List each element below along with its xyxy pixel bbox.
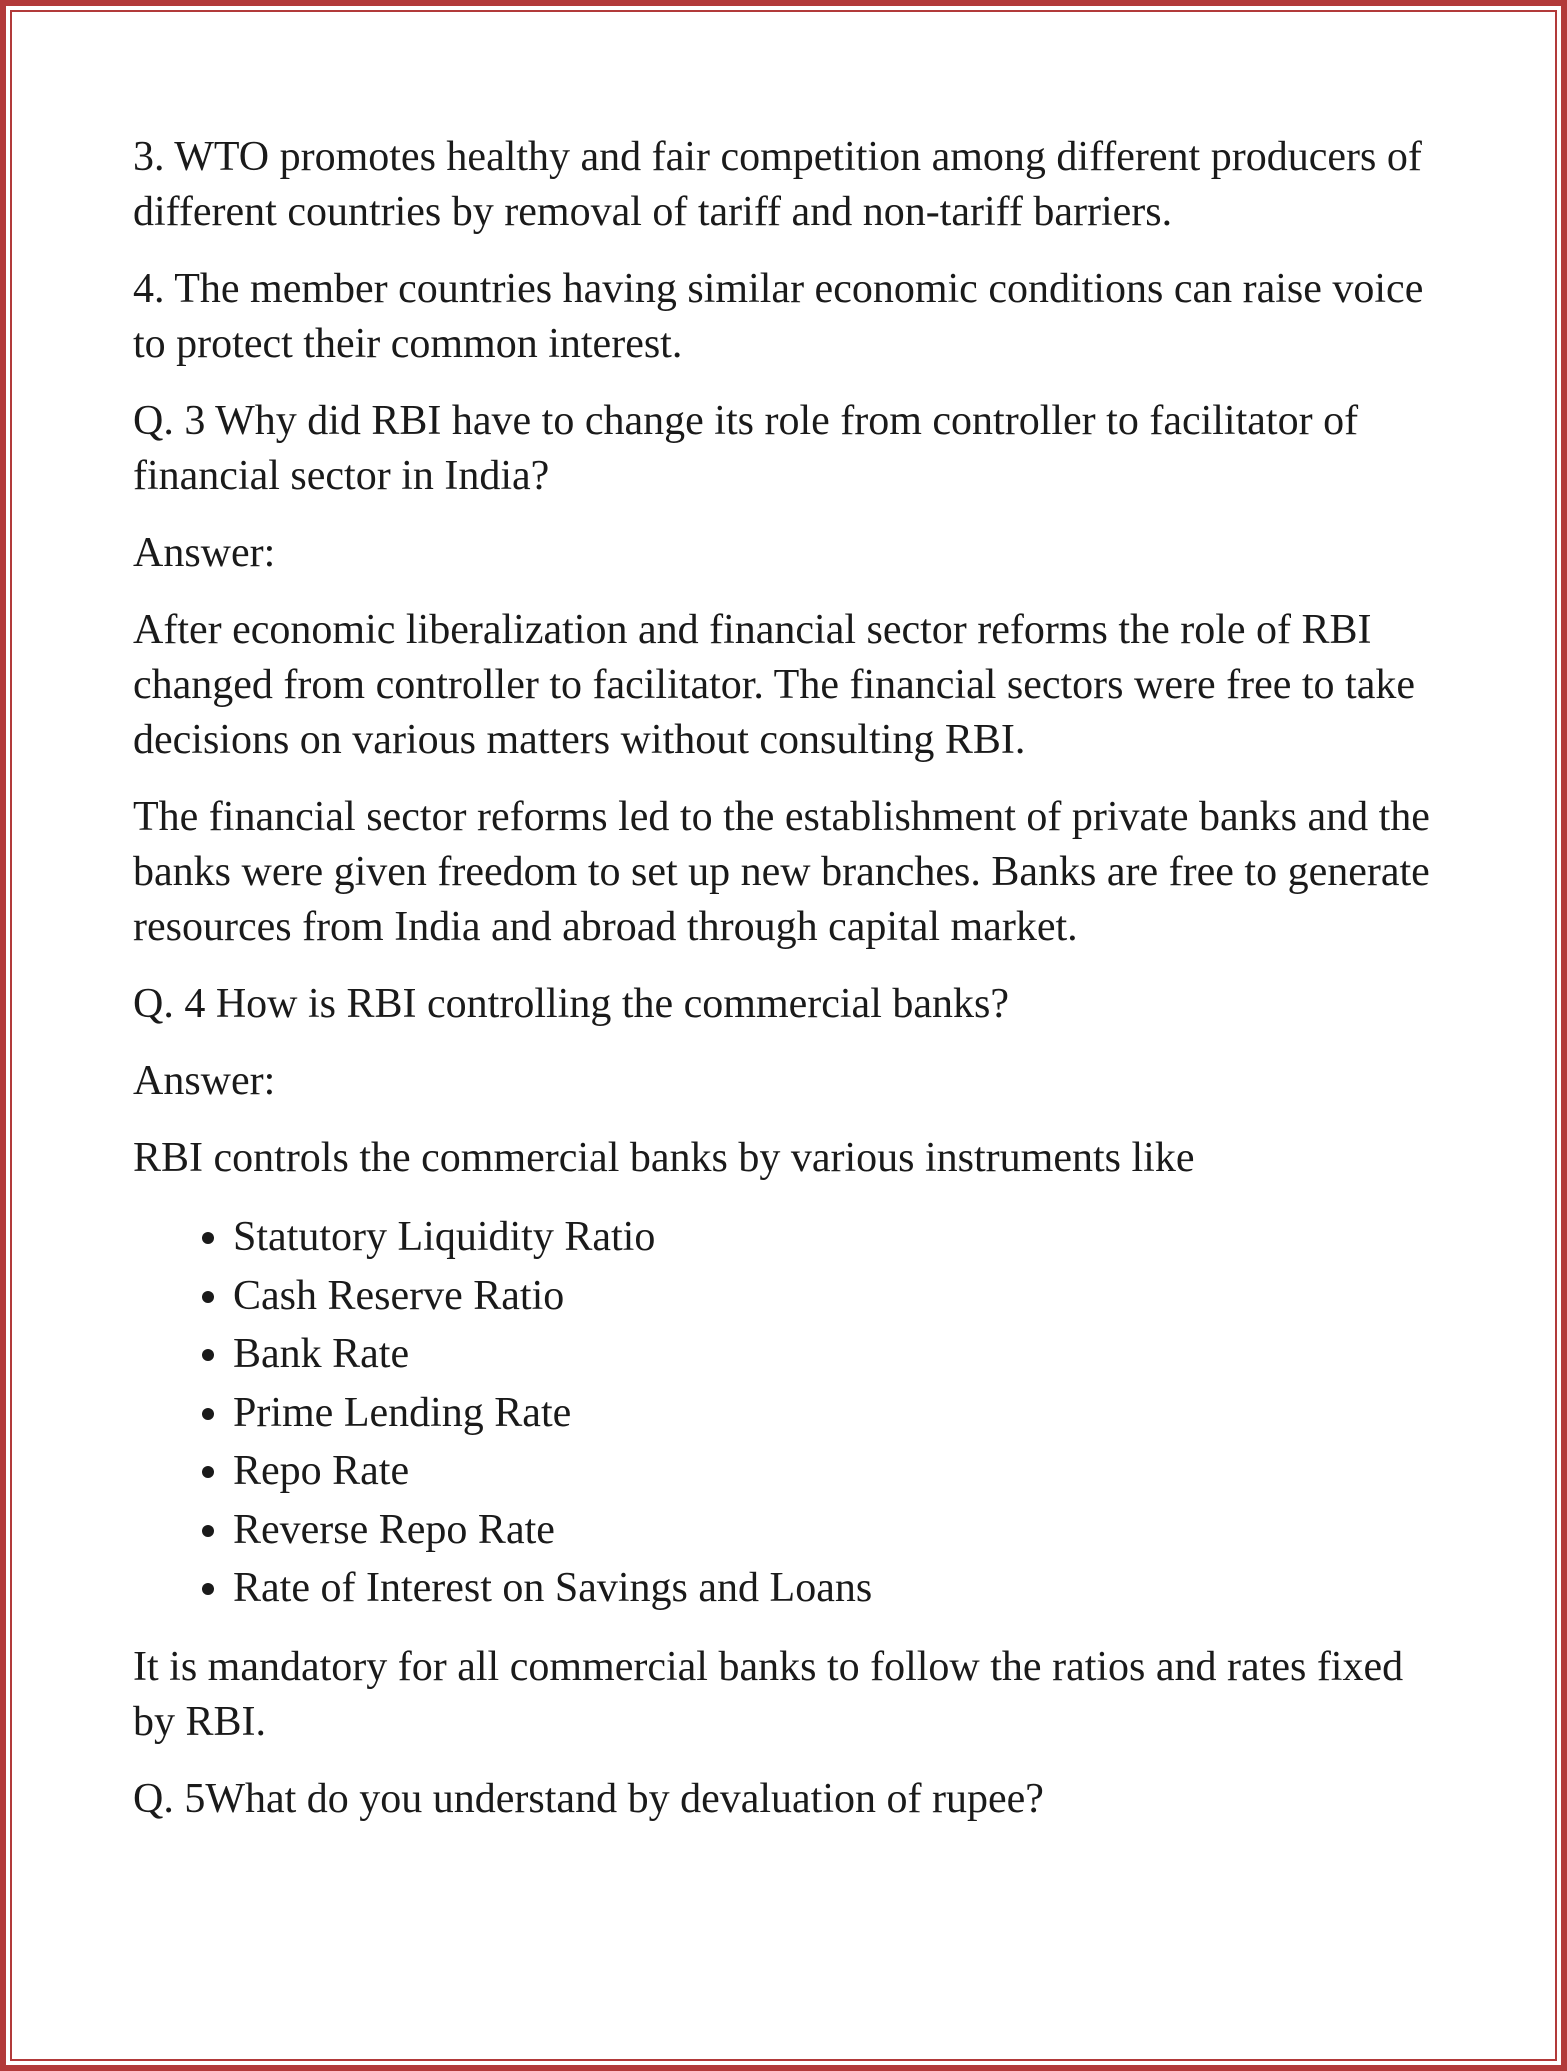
list-item: • Bank Rate — [233, 1325, 1453, 1384]
question-5: Q. 5What do you understand by devaluation of rupee? — [133, 1775, 1044, 1822]
list-item: • Cash Reserve Ratio — [233, 1267, 1453, 1326]
answer-4-intro: RBI controls the commercial banks by various instruments like — [133, 1135, 1195, 1181]
list-item: • Repo Rate — [233, 1442, 1453, 1501]
answer-3-paragraph-2: The financial sector reforms led to the establishment of private banks and the banks were given freedom to set up new branches. Banks are free to generate resources from India and abroad through capital market. — [133, 794, 1430, 950]
document-body — [133, 130, 1453, 1849]
list-item: • Rate of Interest on Savings and Loans — [233, 1559, 1453, 1618]
answer-3-paragraph-1: After economic liberalization and financial sector reforms the role of RBI changed from controller to facilitator. The financial sectors were free to take decisions on various matters without consulting RBI. — [133, 607, 1415, 763]
list-item: • Statutory Liquidity Ratio — [233, 1208, 1453, 1267]
list-item: • Reverse Repo Rate — [233, 1501, 1453, 1560]
instruments-list — [133, 1208, 1453, 1618]
question-4: Q. 4 How is RBI controlling the commercial banks? — [133, 981, 1009, 1027]
list-item: • Prime Lending Rate — [233, 1384, 1453, 1443]
answer-label: Answer: — [133, 1058, 276, 1104]
answer-4-conclusion: It is mandatory for all commercial banks to follow the ratios and rates fixed by RBI. — [133, 1643, 1404, 1745]
wto-point-4: 4. The member countries having similar economic conditions can raise voice to protect their common interest. — [133, 266, 1424, 367]
answer-label: Answer: — [133, 530, 276, 576]
question-3: Q. 3 Why did RBI have to change its role from controller to facilitator of financial sector in India? — [133, 398, 1359, 499]
wto-point-3: 3. WTO promotes healthy and fair competition among different producers of different countries by removal of tariff and non-tariff barriers. — [133, 134, 1422, 235]
